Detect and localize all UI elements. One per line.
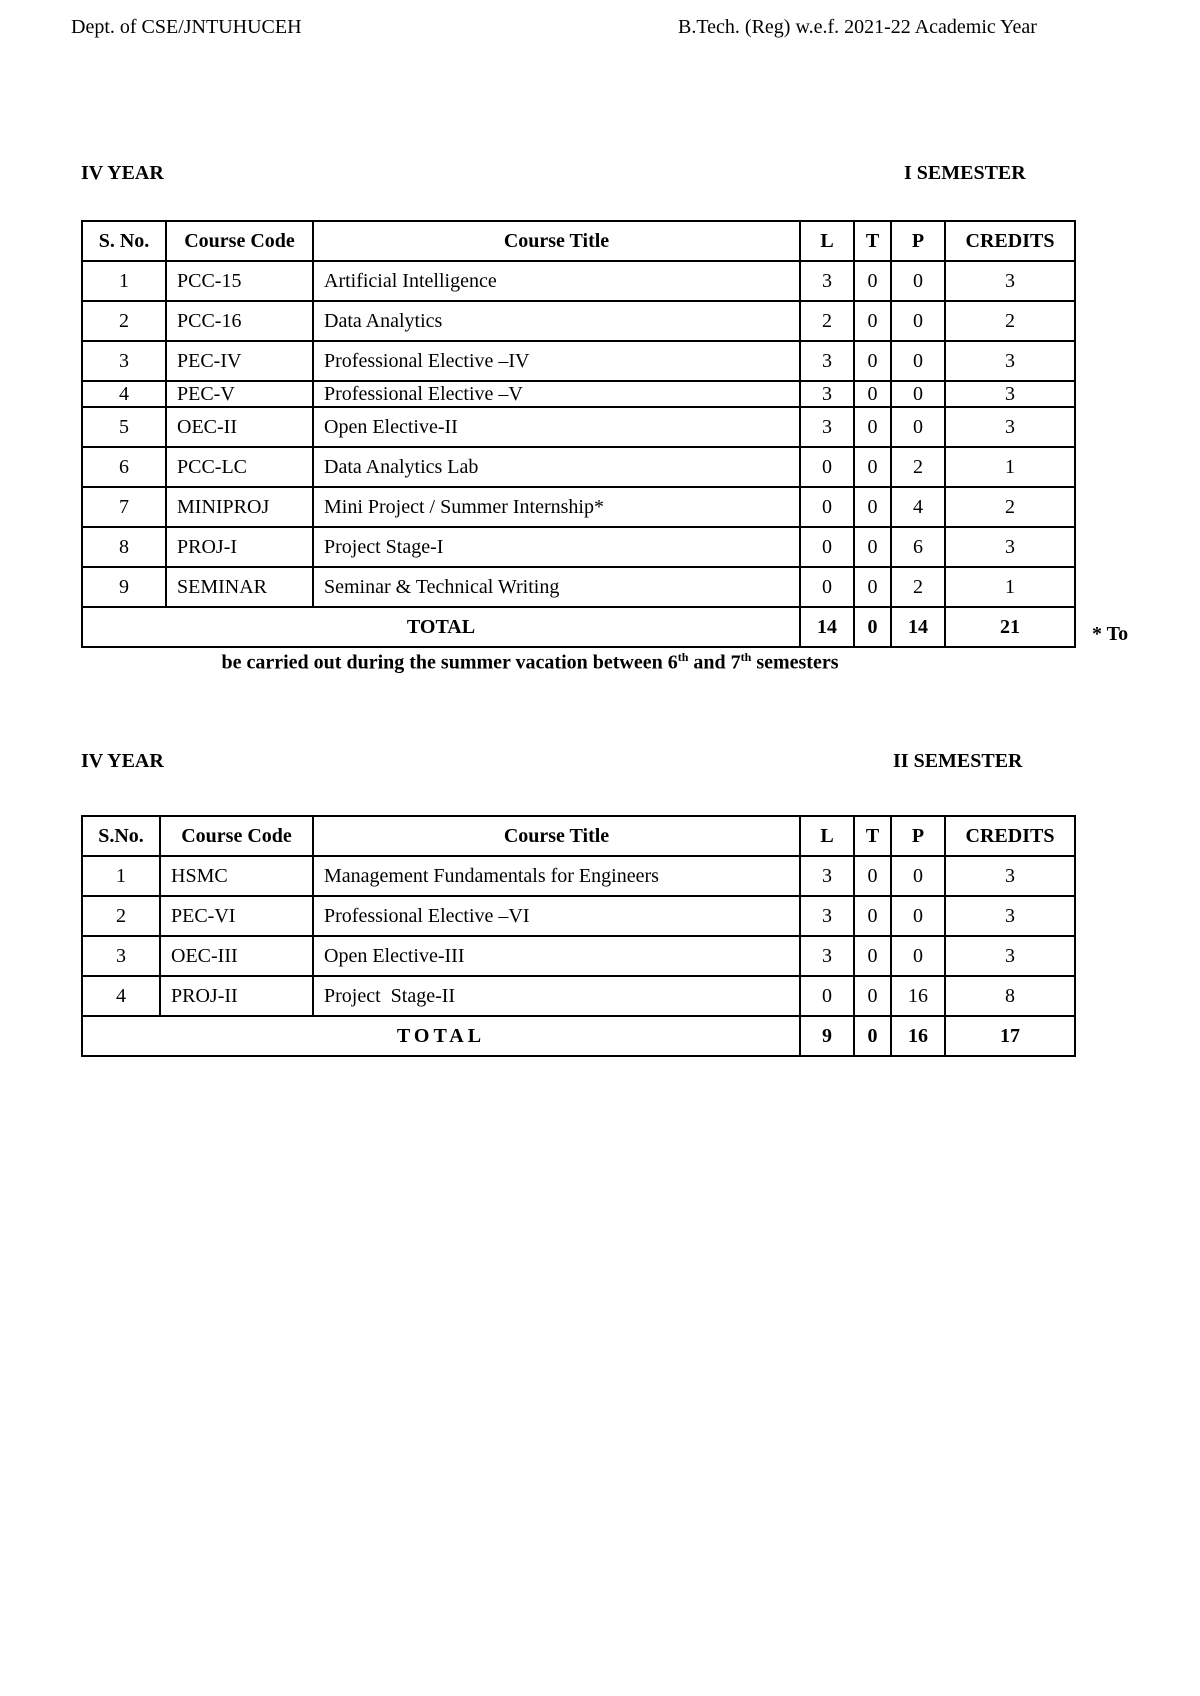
table-row xyxy=(82,341,1075,381)
cell-p: 4 xyxy=(891,487,945,527)
cell-t: 0 xyxy=(854,567,891,607)
total-credits: 17 xyxy=(945,1016,1075,1056)
table-row xyxy=(82,527,1075,567)
cell-sno: 4 xyxy=(82,381,166,407)
cell-l: 0 xyxy=(800,527,854,567)
cell-l: 3 xyxy=(800,896,854,936)
cell-credits: 1 xyxy=(945,567,1075,607)
cell-sno: 1 xyxy=(82,856,160,896)
col-course-code: Course Code xyxy=(160,816,313,856)
cell-credits: 8 xyxy=(945,976,1075,1016)
cell-t: 0 xyxy=(854,976,891,1016)
cell-credits: 2 xyxy=(945,487,1075,527)
table-row xyxy=(82,487,1075,527)
cell-code: HSMC xyxy=(160,856,313,896)
cell-credits: 3 xyxy=(945,407,1075,447)
cell-t: 0 xyxy=(854,301,891,341)
cell-code: PEC-IV xyxy=(166,341,313,381)
total-label: TOTAL xyxy=(82,1016,800,1056)
cell-l: 0 xyxy=(800,976,854,1016)
cell-t: 0 xyxy=(854,341,891,381)
col-p: P xyxy=(891,816,945,856)
sem1-header-row xyxy=(82,221,1075,261)
table-row xyxy=(82,261,1075,301)
sem1-semester-heading: I SEMESTER xyxy=(904,162,1026,184)
sem1-total-row xyxy=(82,607,1075,647)
table-row xyxy=(82,407,1075,447)
cell-p: 6 xyxy=(891,527,945,567)
cell-title: Data Analytics xyxy=(313,301,800,341)
cell-credits: 3 xyxy=(945,896,1075,936)
cell-p: 0 xyxy=(891,301,945,341)
col-l: L xyxy=(800,816,854,856)
sem2-total-row xyxy=(82,1016,1075,1056)
cell-credits: 3 xyxy=(945,527,1075,567)
cell-title: Mini Project / Summer Internship* xyxy=(313,487,800,527)
sem2-header-row xyxy=(82,816,1075,856)
cell-l: 3 xyxy=(800,261,854,301)
cell-p: 2 xyxy=(891,567,945,607)
sem2-year-heading: IV YEAR xyxy=(81,750,164,772)
cell-credits: 3 xyxy=(945,261,1075,301)
cell-credits: 3 xyxy=(945,381,1075,407)
cell-title: Project Stage-I xyxy=(313,527,800,567)
cell-credits: 1 xyxy=(945,447,1075,487)
sem1-year-heading: IV YEAR xyxy=(81,162,164,184)
table-row xyxy=(82,447,1075,487)
cell-credits: 3 xyxy=(945,341,1075,381)
col-sno: S.No. xyxy=(82,816,160,856)
cell-t: 0 xyxy=(854,527,891,567)
cell-l: 0 xyxy=(800,447,854,487)
cell-l: 0 xyxy=(800,487,854,527)
sem2-semester-heading: II SEMESTER xyxy=(893,750,1023,772)
cell-sno: 3 xyxy=(82,936,160,976)
cell-l: 3 xyxy=(800,936,854,976)
cell-code: PROJ-II xyxy=(160,976,313,1016)
total-t: 0 xyxy=(854,1016,891,1056)
cell-t: 0 xyxy=(854,856,891,896)
cell-code: PCC-LC xyxy=(166,447,313,487)
cell-p: 0 xyxy=(891,936,945,976)
cell-sno: 6 xyxy=(82,447,166,487)
cell-t: 0 xyxy=(854,896,891,936)
cell-t: 0 xyxy=(854,407,891,447)
cell-l: 0 xyxy=(800,567,854,607)
cell-code: PEC-VI xyxy=(160,896,313,936)
cell-sno: 1 xyxy=(82,261,166,301)
cell-p: 0 xyxy=(891,381,945,407)
cell-p: 0 xyxy=(891,856,945,896)
col-t: T xyxy=(854,221,891,261)
cell-sno: 7 xyxy=(82,487,166,527)
table-row xyxy=(82,896,1075,936)
cell-code: MINIPROJ xyxy=(166,487,313,527)
table-row xyxy=(82,976,1075,1016)
total-credits: 21 xyxy=(945,607,1075,647)
total-l: 9 xyxy=(800,1016,854,1056)
cell-code: OEC-II xyxy=(166,407,313,447)
cell-p: 2 xyxy=(891,447,945,487)
cell-l: 3 xyxy=(800,381,854,407)
cell-title: Data Analytics Lab xyxy=(313,447,800,487)
table-row xyxy=(82,856,1075,896)
cell-sno: 2 xyxy=(82,301,166,341)
cell-sno: 8 xyxy=(82,527,166,567)
header-academic-year: B.Tech. (Reg) w.e.f. 2021-22 Academic Year xyxy=(678,16,1037,38)
cell-l: 3 xyxy=(800,341,854,381)
cell-l: 2 xyxy=(800,301,854,341)
cell-sno: 3 xyxy=(82,341,166,381)
cell-code: PCC-15 xyxy=(166,261,313,301)
footnote-marker: * To xyxy=(1092,623,1129,645)
col-sno: S. No. xyxy=(82,221,166,261)
cell-p: 0 xyxy=(891,341,945,381)
cell-title: Seminar & Technical Writing xyxy=(313,567,800,607)
cell-sno: 9 xyxy=(82,567,166,607)
total-t: 0 xyxy=(854,607,891,647)
cell-sno: 2 xyxy=(82,896,160,936)
cell-title: Management Fundamentals for Engineers xyxy=(313,856,800,896)
cell-title: Artificial Intelligence xyxy=(313,261,800,301)
cell-l: 3 xyxy=(800,856,854,896)
cell-credits: 3 xyxy=(945,936,1075,976)
header-dept: Dept. of CSE/JNTUHUCEH xyxy=(71,16,302,38)
cell-p: 0 xyxy=(891,407,945,447)
table-row xyxy=(82,301,1075,341)
cell-title: Professional Elective –VI xyxy=(313,896,800,936)
cell-p: 0 xyxy=(891,261,945,301)
cell-credits: 3 xyxy=(945,856,1075,896)
cell-title: Open Elective-III xyxy=(313,936,800,976)
cell-p: 16 xyxy=(891,976,945,1016)
cell-code: PEC-V xyxy=(166,381,313,407)
total-p: 14 xyxy=(891,607,945,647)
total-label: TOTAL xyxy=(82,607,800,647)
cell-title: Project Stage-II xyxy=(313,976,800,1016)
cell-l: 3 xyxy=(800,407,854,447)
table-row xyxy=(82,381,1075,407)
col-t: T xyxy=(854,816,891,856)
total-l: 14 xyxy=(800,607,854,647)
cell-t: 0 xyxy=(854,261,891,301)
cell-t: 0 xyxy=(854,936,891,976)
col-course-title: Course Title xyxy=(313,221,800,261)
cell-sno: 5 xyxy=(82,407,166,447)
cell-t: 0 xyxy=(854,447,891,487)
cell-code: SEMINAR xyxy=(166,567,313,607)
col-course-code: Course Code xyxy=(166,221,313,261)
col-credits: CREDITS xyxy=(945,816,1075,856)
sem1-course-table xyxy=(81,220,1076,648)
cell-title: Professional Elective –V xyxy=(313,381,800,407)
total-p: 16 xyxy=(891,1016,945,1056)
col-p: P xyxy=(891,221,945,261)
cell-t: 0 xyxy=(854,487,891,527)
footnote-text: be carried out during the summer vacation between 6th and 7th semesters xyxy=(221,650,839,674)
cell-code: PROJ-I xyxy=(166,527,313,567)
sem2-course-table xyxy=(81,815,1076,1057)
cell-title: Open Elective-II xyxy=(313,407,800,447)
cell-t: 0 xyxy=(854,381,891,407)
cell-p: 0 xyxy=(891,896,945,936)
table-row xyxy=(82,936,1075,976)
col-course-title: Course Title xyxy=(313,816,800,856)
cell-sno: 4 xyxy=(82,976,160,1016)
cell-title: Professional Elective –IV xyxy=(313,341,800,381)
table-row xyxy=(82,567,1075,607)
col-l: L xyxy=(800,221,854,261)
col-credits: CREDITS xyxy=(945,221,1075,261)
cell-code: PCC-16 xyxy=(166,301,313,341)
cell-credits: 2 xyxy=(945,301,1075,341)
cell-code: OEC-III xyxy=(160,936,313,976)
